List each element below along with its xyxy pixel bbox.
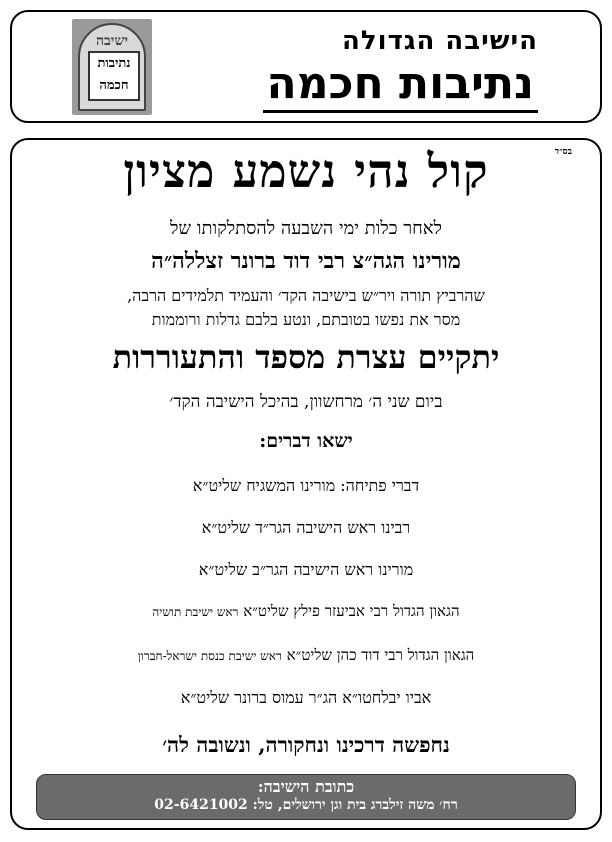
address-footer [36,774,576,820]
yeshiva-subtitle: הישיבה הגדולה [342,26,538,56]
speaker-4-main: הגאון הגדול רבי אביעזר פילץ שליט״א [243,602,460,620]
bsd-mark: בס״ד [554,147,572,157]
speaker-2-main: רבינו ראש הישיבה הגר״ד שליט״א [201,518,411,537]
speaker-5-main: הגאון הגדול רבי דוד כהן שליט״א [286,646,475,664]
notice-box [10,138,602,830]
yeshiva-name: נתיבות חכמה [263,58,538,113]
speaker-5-note: ראש ישיבת כנסת ישראל-חברון [137,649,282,663]
speaker-3 [12,560,600,580]
logo-top-text: ישיבה [95,33,129,49]
speaker-1-main: דברי פתיחה: מורינו המשגיח שליט״א [192,476,420,495]
notice-line-1: לאחר כלות ימי השבעה להסתלקותו של [170,218,442,239]
notice-line-3: שהרביץ תורה ויר״ש בישיבה הקד׳ והעמיד תלמידים הרבה, [127,286,485,305]
address-text: רח׳ משה זילברג בית וגן ירושלים, טל: 02-6421002 [154,797,458,813]
notice-line-4: מסר את נפשו בטובתם, ונטע בלבם גדלות ורוממות [151,310,461,329]
logo-book [88,51,140,101]
logo-book-line1: נתיבות [97,56,131,71]
speaker-6-main: אביו יבלחטו״א הג״ר עמוס ברונר שליט״א [180,688,432,707]
yeshiva-logo [72,19,152,115]
closing-line: נחפשה דרכינו ונחקורה, ונשובה לה׳ [162,732,450,757]
address-label: כתובת הישיבה: [257,777,355,796]
logo-arch [78,23,146,111]
speaker-5 [12,646,600,665]
event-heading: יתקיים עצרת מספד והתעוררות [112,338,500,376]
speaker-3-main: מורינו ראש הישיבה הגר״ב שליט״א [198,560,414,579]
speakers-heading: ישאו דברים: [259,430,353,452]
header-box [10,10,602,123]
deceased-name: מורינו הגה״צ רבי דוד ברונר זצללה״ה [151,248,461,274]
event-date-place: ביום שני ה׳ מרחשוון, בהיכל הישיבה הקד׳ [169,392,443,412]
speaker-2 [12,518,600,538]
speaker-6 [12,688,600,708]
notice-title: קול נהי נשמע מציון [123,144,489,198]
speaker-4 [12,602,600,621]
speaker-1 [12,476,600,496]
speaker-4-note: ראש ישיבת תושיה [152,605,239,619]
logo-book-line2: חכמה [99,78,129,93]
